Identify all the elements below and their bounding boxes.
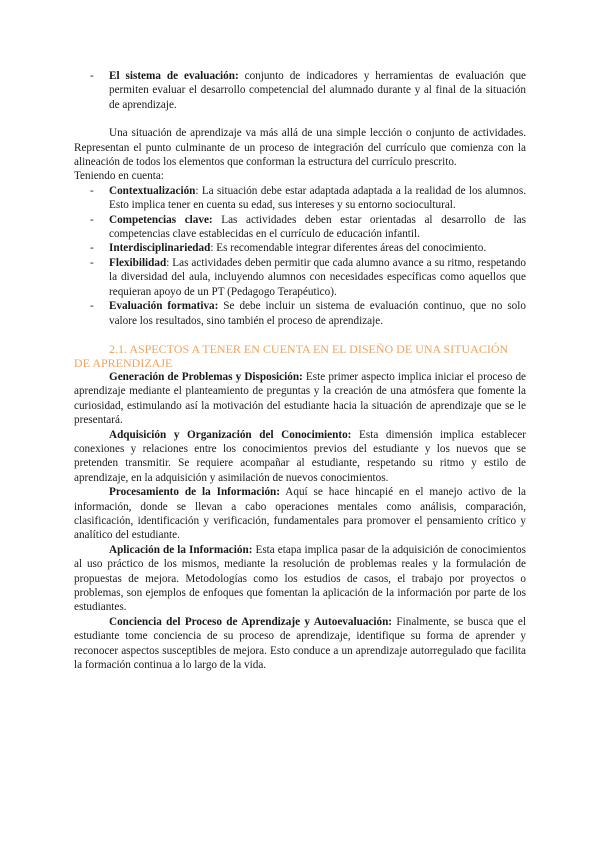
consideration-text: : Las actividades deben permitir que cada alumno avance a su ritmo, respetando la diversidad del aula, incluyendo alumnos con necesidades específicas como aquellos que requieran apoyo de un PT (Pedagogo Terapéutico). [109,256,526,298]
aspect-text: Esta dimensión implica establecer conexiones y relaciones entre los conocimientos previos del estudiante y los nuevos que se pretenden transmitir. Se requiere acompañar al estudiante, respetando su ritmo y estilo de aprendizaje, en la adquisición y asimilación de nuevos conocimientos. [74,428,526,484]
aspect-term: Procesamiento de la Información: [109,486,280,499]
consideration-item-contextualization [74,184,526,213]
page-content [74,69,526,672]
consideration-item-formative-evaluation [74,299,526,328]
consideration-text: Se debe incluir un sistema de evaluación continuo, que no solo valore los resultados, sino también el proceso de aprendizaje. [109,300,526,327]
aspect-paragraph-information-processing [74,485,526,543]
aspect-paragraph-self-evaluation [74,615,526,673]
bullet-term: El sistema de evaluación: [109,70,239,82]
consideration-text: Las actividades deben estar orientadas al desarrollo de las competencias clave establecidas en el currículo de educación infantil. [109,213,526,241]
evaluation-system-bullet [74,69,526,112]
aspect-paragraph-problem-generation [74,370,526,428]
bullet-dash: - [90,70,94,82]
consideration-text: : Es recomendable integrar diferentes áreas del conocimiento. [210,242,487,255]
aspect-term: Adquisición y Organización del Conocimiento: [109,428,352,441]
aspect-term: Conciencia del Proceso de Aprendizaje y Autoevaluación: [109,615,393,628]
bullet-dash: - [90,184,94,197]
bullet-dash: - [90,256,94,269]
bullet-dash: - [90,300,94,313]
bullet-dash: - [90,213,94,226]
consideration-item-key-competences [74,213,526,242]
intro-paragraph: Una situación de aprendizaje va más allá de una simple lección o conjunto de actividades. Representan el punto culminante de un proceso de integración del currículo que comienza con la alineación de todos los elementos que conforman la estructura del currículo prescrito. [74,127,526,169]
aspect-term: Aplicación de la Información: [109,543,253,556]
consideration-term: Flexibilidad [109,256,167,269]
aspect-text: Finalmente, se busca que el estudiante tome conciencia de su proceso de aprendizaje, identifique su forma de aprender y reconocer aspectos susceptibles de mejora. Esto conduce a un aprendizaje autorregulado que facilita la formación continua a lo largo de la vida. [74,615,526,672]
aspect-paragraph-information-application [74,543,526,615]
aspect-text: Este primer aspecto implica iniciar el proceso de aprendizaje mediante el planteamiento de preguntas y la creación de una atmósfera que fomente la curiosidad, estimulando así la motivación del estudiante hacia la situación de aprendizaje que se le presentará. [74,370,526,427]
consideration-term: Competencias clave: [109,213,213,226]
bullet-text: conjunto de indicadores y herramientas de evaluación que permiten evaluar el desarrollo competencial del alumnado durante y al final de la situación de aprendizaje. [109,70,526,111]
consideration-text: : La situación debe estar adaptada adaptada a la realidad de los alumnos. Esto implica tener en cuenta su edad, sus intereses y su entorno sociocultural. [109,184,526,212]
aspect-text: Aquí se hace hincapié en el manejo activo de la información, donde se llevan a cabo operaciones mentales como análisis, comparación, clasificación, identificación y verificación, fundamentales para promover el pensamiento crítico y analítico del estudiante. [74,486,526,542]
bullet-dash: - [90,242,94,255]
aspect-text: Esta etapa implica pasar de la adquisición de conocimientos al uso práctico de los mismos, mediante la resolución de problemas reales y la formulación de propuestas de mejora. Metodologías como los estudios de casos, el trabajo por proyectos o problemas, son ejemplos de enfoques que fomentan la aplicación de la información por parte de los estudiantes. [74,543,526,614]
aspect-paragraph-knowledge-acquisition [74,428,526,486]
consideration-term: Contextualización [109,184,196,197]
section-heading: 2.1. ASPECTOS A TENER EN CUENTA EN EL DISEÑO DE UNA SITUACIÓN DE APRENDIZAJE [74,341,509,370]
consideration-term: Evaluación formativa: [109,300,219,313]
considering-label: Teniendo en cuenta: [74,170,164,183]
consideration-term: Interdisciplinariedad [109,242,211,255]
consideration-item-interdisciplinarity [74,241,526,255]
aspect-term: Generación de Problemas y Disposición: [109,370,303,383]
consideration-item-flexibility [74,256,526,299]
